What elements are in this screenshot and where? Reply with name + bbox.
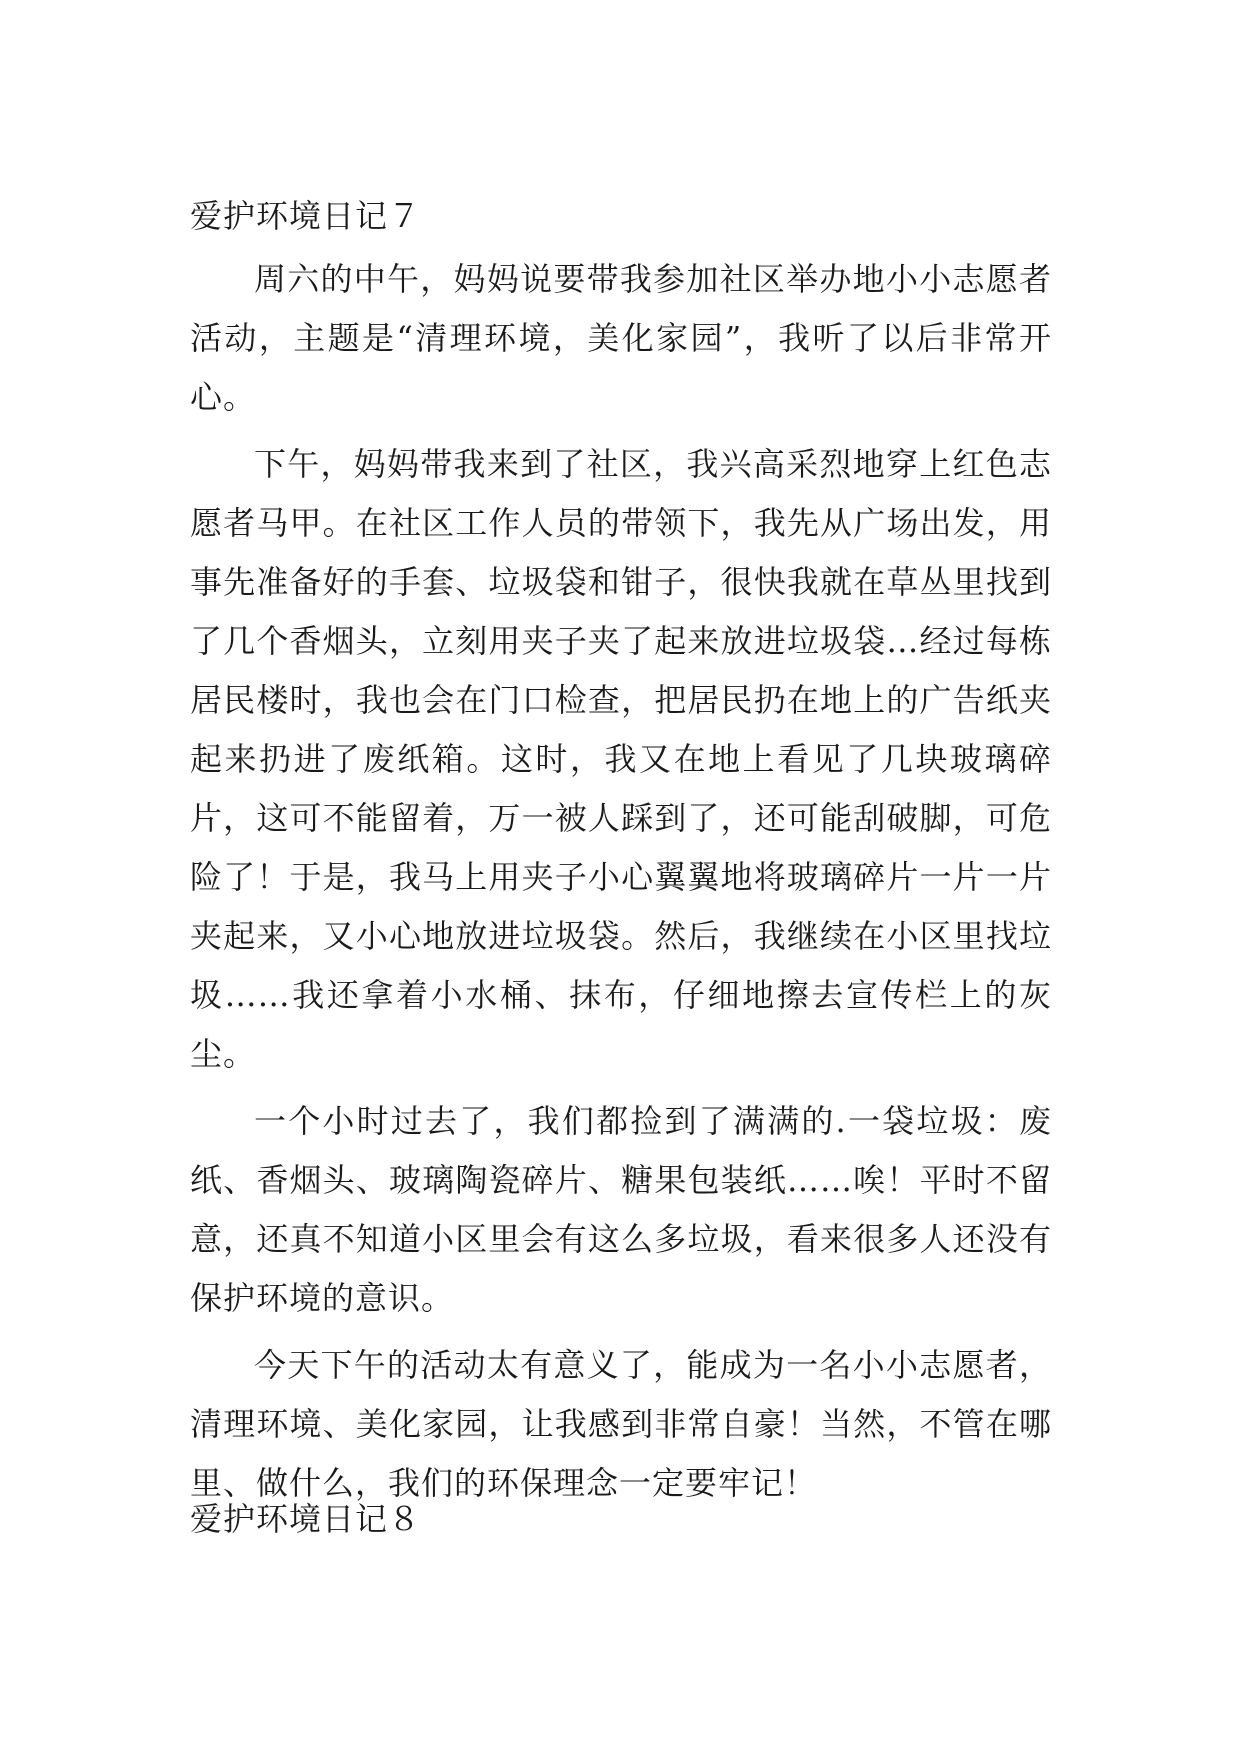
paragraph-3: 一个小时过去了，我们都捡到了满满的.一袋垃圾：废纸、香烟头、玻璃陶瓷碎片、糖果包装纸……唉！平时不留意，还真不知道小区里会有这么多垃圾，看来很多人还没有保护环境的意识。 <box>190 1102 1052 1317</box>
diary-heading-8: 爱护环境日记８ <box>190 1500 422 1538</box>
diary-heading-7: 爱护环境日记７ <box>190 197 422 235</box>
paragraph-4: 今天下午的活动太有意义了，能成为一名小小志愿者，清理环境、美化家园，让我感到非常自豪！当然，不管在哪里、做什么，我们的环保理念一定要牢记！ <box>190 1346 1052 1502</box>
document-body <box>190 190 1052 1513</box>
paragraph-1: 周六的中午，妈妈说要带我参加社区举办地小小志愿者活动，主题是“清理环境，美化家园”，我听了以后非常开心。 <box>190 260 1052 416</box>
paragraph-2: 下午，妈妈带我来到了社区，我兴高采烈地穿上红色志愿者马甲。在社区工作人员的带领下，我先从广场出发，用事先准备好的手套、垃圾袋和钳子，很快我就在草丛里找到了几个香烟头，立刻用夹子夹了起来放进垃圾袋…经过每栋居民楼时，我也会在门口检查，把居民扔在地上的广告纸夹起来扔进了废纸箱。这时，我又在地上看见了几块玻璃碎片，这可不能留着，万一被人踩到了，还可能刮破脚，可危险了！于是，我马上用夹子小心翼翼地将玻璃碎片一片一片夹起来，又小心地放进垃圾袋。然后，我继续在小区里找垃圾……我还拿着小水桶、抹布，仔细地擦去宣传栏上的灰尘。 <box>190 445 1052 1073</box>
